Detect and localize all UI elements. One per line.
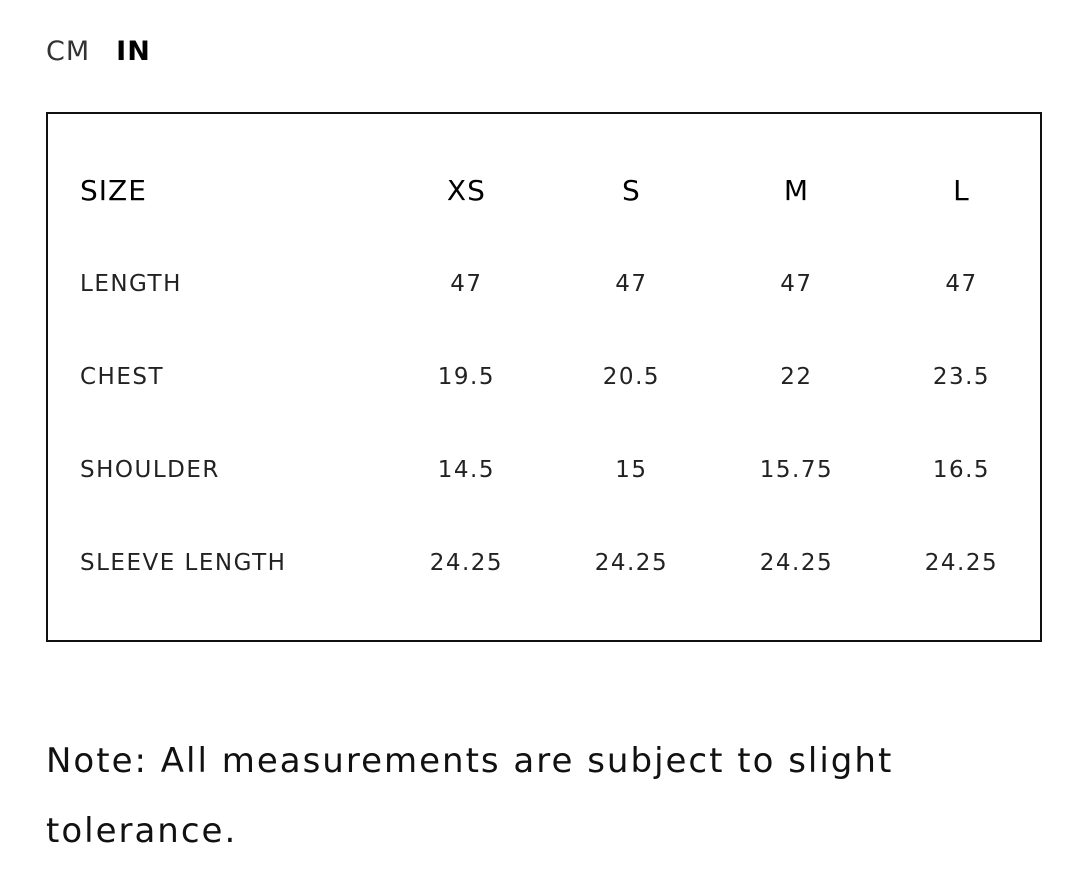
table-cell: 47 bbox=[450, 270, 483, 297]
table-cell: 47 bbox=[780, 270, 813, 297]
table-cell: 23.5 bbox=[932, 363, 991, 390]
size-header-row bbox=[80, 144, 1044, 237]
unit-cm-option[interactable]: CM bbox=[46, 36, 91, 67]
table-row bbox=[80, 516, 1044, 609]
table-cell: 15.75 bbox=[759, 456, 834, 483]
size-header-l: L bbox=[953, 174, 970, 207]
row-label-chest: CHEST bbox=[80, 363, 165, 390]
row-label-shoulder: SHOULDER bbox=[80, 456, 220, 483]
table-cell: 14.5 bbox=[437, 456, 495, 483]
table-cell: 24.25 bbox=[759, 549, 834, 576]
table-cell: 15 bbox=[615, 456, 648, 483]
table-cell: 24.25 bbox=[924, 549, 999, 576]
table-row bbox=[80, 237, 1044, 330]
table-cell: 24.25 bbox=[594, 549, 669, 576]
size-header-xs: XS bbox=[446, 174, 486, 207]
table-cell: 47 bbox=[615, 270, 648, 297]
table-cell: 22 bbox=[780, 363, 813, 390]
size-chart-box bbox=[46, 112, 1042, 642]
table-row bbox=[80, 423, 1044, 516]
table-row bbox=[80, 330, 1044, 423]
table-cell: 47 bbox=[945, 270, 978, 297]
table-cell: 20.5 bbox=[602, 363, 661, 390]
table-cell: 19.5 bbox=[437, 363, 495, 390]
row-label-length: LENGTH bbox=[80, 270, 182, 297]
size-header-s: S bbox=[622, 174, 641, 207]
unit-toggle bbox=[46, 34, 151, 70]
unit-in-option[interactable]: IN bbox=[116, 36, 151, 67]
size-header-m: M bbox=[783, 174, 810, 207]
table-cell: 24.25 bbox=[429, 549, 504, 576]
table-cell: 16.5 bbox=[932, 456, 991, 483]
size-chart-table bbox=[80, 144, 1044, 609]
row-label-sleeve-length: SLEEVE LENGTH bbox=[80, 549, 287, 576]
measurement-note: Note: All measurements are subject to slight tolerance. bbox=[46, 741, 894, 851]
size-header-label: SIZE bbox=[80, 174, 147, 207]
